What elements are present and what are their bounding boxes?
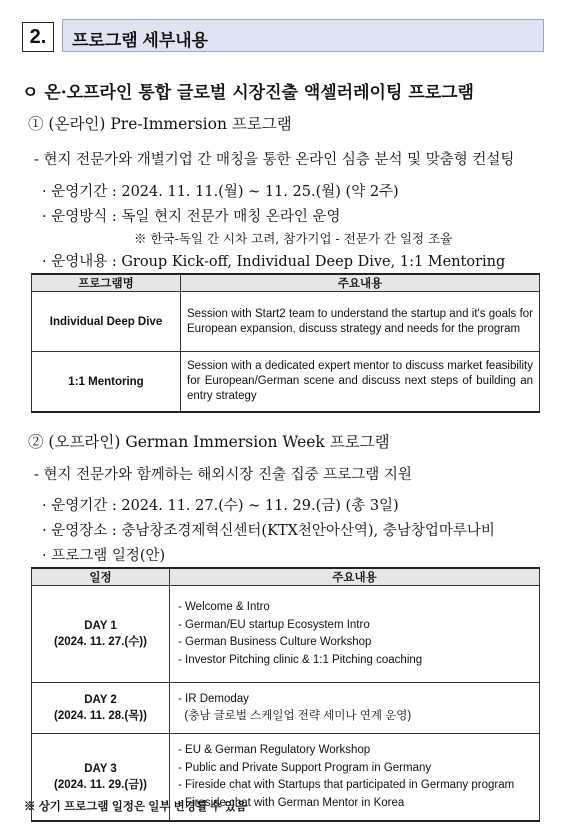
program-name: 1:1 Mentoring bbox=[32, 352, 181, 413]
list-item: - Public and Private Support Program in Germany bbox=[178, 761, 432, 774]
part1-method-note: ※ 한국-독일 간 시차 고려, 참가기업 - 전문가 간 일정 조율 bbox=[134, 231, 453, 246]
list-item: - German/EU startup Ecosystem Intro bbox=[178, 618, 370, 631]
day-cell bbox=[32, 586, 170, 683]
section-number: 2. bbox=[22, 22, 54, 52]
day-items bbox=[170, 586, 540, 683]
part2-summary: - 현지 전문가와 함께하는 해외시장 진출 집중 프로그램 지원 bbox=[34, 467, 412, 483]
table-row bbox=[32, 292, 540, 352]
part1-heading: ① (온라인) Pre-Immersion 프로그램 bbox=[28, 115, 292, 133]
program-desc: Session with a dedicated expert mentor to discuss market feasibility for European/German scene and discuss next steps of building an entry strategy bbox=[181, 352, 540, 413]
day-label: DAY 3 bbox=[84, 763, 117, 775]
part1-content: · 운영내용 : Group Kick-off, Individual Deep Dive, 1:1 Mentoring bbox=[42, 254, 506, 270]
list-item: (충남 글로벌 스케일업 전략 세미나 연계 운영) bbox=[178, 710, 412, 722]
table-row bbox=[32, 352, 540, 413]
table-header: 일정 bbox=[32, 568, 170, 586]
list-item: - Welcome & Intro bbox=[178, 601, 270, 613]
day-date: (2024. 11. 27.(수)) bbox=[54, 636, 147, 648]
main-heading: ㅇ 온·오프라인 통합 글로벌 시장진출 액셀러레이팅 프로그램 bbox=[22, 83, 474, 103]
list-item: - Fireside chat with German Mentor in Korea bbox=[178, 796, 405, 809]
table-header: 프로그램명 bbox=[32, 274, 181, 292]
part2-period: · 운영기간 : 2024. 11. 27.(수) ~ 11. 29.(금) (총 3일) bbox=[42, 498, 399, 514]
program-name: Individual Deep Dive bbox=[32, 292, 181, 352]
day-label: DAY 1 bbox=[84, 620, 117, 632]
day-label: DAY 2 bbox=[84, 694, 117, 706]
section-title: 프로그램 세부내용 bbox=[72, 31, 209, 50]
list-item: - Fireside chat with Startups that participated in Germany program bbox=[178, 779, 515, 791]
part1-period: · 운영기간 : 2024. 11. 11.(월) ~ 11. 25.(월) (약 2주) bbox=[42, 184, 399, 200]
day-items bbox=[170, 683, 540, 734]
table-header: 주요내용 bbox=[170, 568, 540, 586]
part2-heading: ② (오프라인) German Immersion Week 프로그램 bbox=[28, 433, 390, 451]
list-item: - IR Demoday bbox=[178, 692, 249, 705]
program-desc: Session with Start2 team to understand the startup and it's goals for European expansion, discuss strategy and needs for the program bbox=[181, 292, 540, 352]
part1-method: · 운영방식 : 독일 현지 전문가 매칭 온라인 운영 bbox=[42, 209, 341, 225]
day-date: (2024. 11. 28.(목)) bbox=[54, 710, 147, 722]
footnote: ※ 상기 프로그램 일정은 일부 변경될 수 있음 bbox=[24, 801, 247, 813]
table-row bbox=[32, 586, 540, 683]
list-item: - EU & German Regulatory Workshop bbox=[178, 744, 371, 756]
part1-summary: - 현지 전문가와 개별기업 간 매칭을 통한 온라인 심층 분석 및 맞춤형 컨설팅 bbox=[34, 152, 515, 168]
program-table bbox=[31, 273, 540, 413]
schedule-table bbox=[31, 567, 540, 822]
table-row bbox=[32, 683, 540, 734]
part2-schedule-label: · 프로그램 일정(안) bbox=[42, 548, 166, 564]
list-item: - German Business Culture Workshop bbox=[178, 636, 372, 648]
part2-venue: · 운영장소 : 충남창조경제혁신센터(KTX천안아산역), 충남창업마루나비 bbox=[42, 523, 495, 539]
list-item: - Investor Pitching clinic & 1:1 Pitching coaching bbox=[178, 653, 423, 666]
table-header: 주요내용 bbox=[181, 274, 540, 292]
day-date: (2024. 11. 29.(금)) bbox=[54, 779, 147, 791]
day-cell bbox=[32, 683, 170, 734]
